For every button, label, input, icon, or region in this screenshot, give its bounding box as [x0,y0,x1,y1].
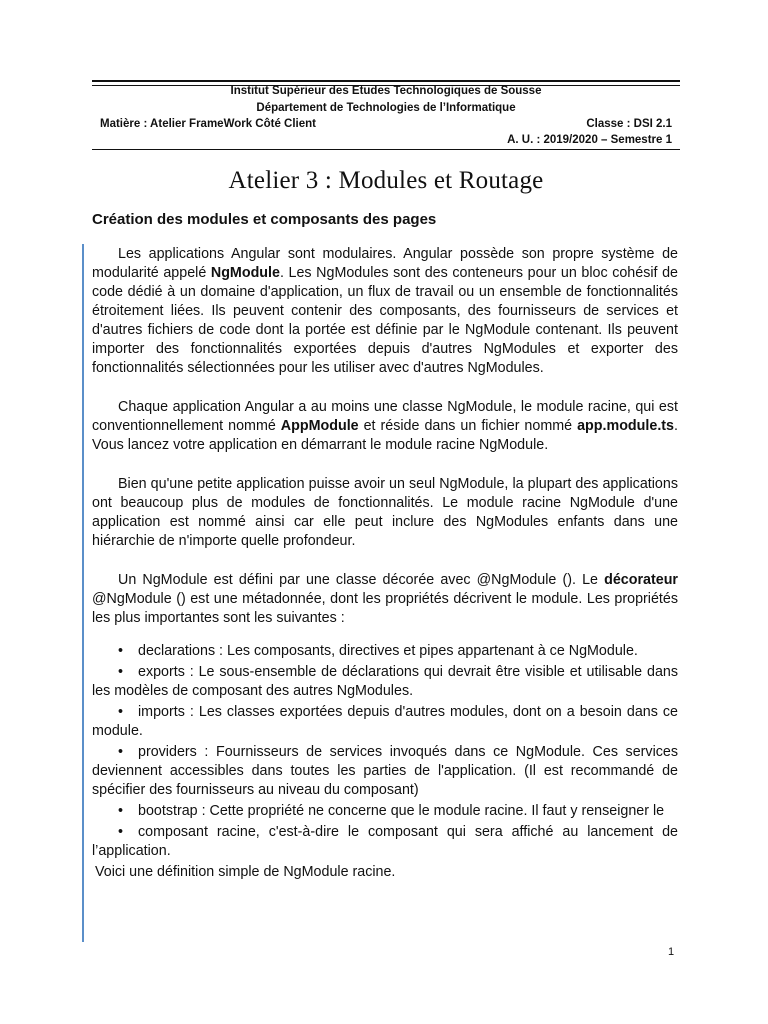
list-item: • composant racine, c'est-à-dire le composant qui sera affiché au lancement de l’application. [92,824,678,859]
header-top-rule [92,80,680,82]
document-body [92,245,678,882]
academic-year-label: A. U. : 2019/2020 – Semestre 1 [507,134,672,146]
paragraph-1: Les applications Angular sont modulaires. Angular possède son propre système de modularité appelé NgModule. Les NgModules sont des conteneurs pour un bloc cohésif de code dédié à un domaine d'application, un flux de travail ou un ensemble de fonctionnalités étroitement liées. Ils peuvent contenir des composants, des fournisseurs de services et d'autres fichiers de code dont la portée est définie par le NgModule contenant. Ils peuvent importer des fonctionnalités exportées depuis d'autres NgModules et exporter des fonctionnalités sélectionnées pour les utiliser avec d'autres NgModules. [92,246,678,376]
list-item: • exports : Le sous-ensemble de déclarations qui devrait être visible et utilisable dans les modèles de composant des autres NgModules. [92,664,678,699]
bullet-icon: • [118,643,124,659]
decorator-term: décorateur [604,572,678,588]
list-item: • bootstrap : Cette propriété ne concerne que le module racine. Il faut y renseigner le [118,803,665,819]
page-number: 1 [668,946,675,958]
department-name: Département de Technologies de l’Informatique [256,102,516,114]
bullet-icon: • [118,803,124,819]
paragraph-2: Chaque application Angular a au moins une classe NgModule, le module racine, qui est conventionnellement nommé AppModule et réside dans un fichier nommé app.module.ts. Vous lancez votre application en démarrant le module racine NgModule. [92,399,678,453]
paragraph-3: Bien qu'une petite application puisse avoir un seul NgModule, la plupart des applications ont beaucoup plus de modules de fonctionnalités. Le module racine NgModule d'une application est nommé ainsi car elle peut inclure des NgModules enfants dans une hiérarchie de n'importe quelle profondeur. [92,476,678,549]
class-label: Classe : DSI 2.1 [586,118,672,130]
bullet-icon: • [118,824,124,840]
paragraph-4: Un NgModule est défini par une classe décorée avec @NgModule (). Le décorateur @NgModule () est une métadonnée, dont les propriétés décrivent le module. Les propriétés les plus importantes sont les suivantes : [92,572,678,626]
filename-term: app.module.ts [577,418,675,434]
ngmodule-term: NgModule [210,265,280,281]
properties-list [92,642,678,861]
page-title: Atelier 3 : Modules et Routage [228,167,544,194]
institute-name: Institut Supérieur des Etudes Technologiques de Sousse [230,85,542,97]
subject-label: Matière : Atelier FrameWork Côté Client [100,118,316,130]
list-item: • providers : Fournisseurs de services invoqués dans ce NgModule. Ces services deviennent accessibles dans toutes les parties de l'application. (Il est recommandé de spécifier des fournisseurs au niveau du composant) [92,744,678,798]
list-item: • declarations : Les composants, directives et pipes appartenant à ce NgModule. [118,643,638,659]
section-heading: Création des modules et composants des pages [92,211,437,228]
bullet-icon: • [118,664,124,680]
bullet-icon: • [118,704,124,720]
left-accent-bar [82,244,84,942]
list-item: • imports : Les classes exportées depuis d'autres modules, dont on a besoin dans ce module. [92,704,678,739]
appmodule-term: AppModule [280,418,359,434]
closing-line: Voici une définition simple de NgModule racine. [95,864,396,880]
header-bottom-rule [92,149,680,150]
bullet-icon: • [118,744,124,760]
